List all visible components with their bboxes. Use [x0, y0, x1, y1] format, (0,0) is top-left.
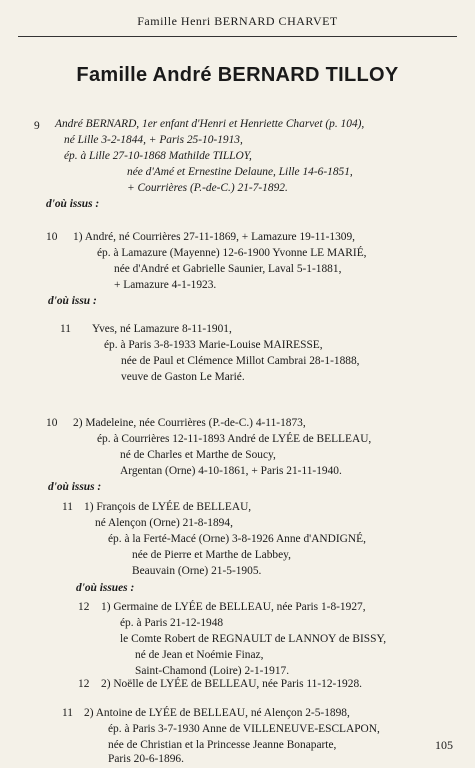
entry-line: 2) Madeleine, née Courrières (P.-de-C.) 4-11-1873,: [73, 417, 306, 429]
entry-line: ép. à Courrières 12-11-1893 André de LYÉE de BELLEAU,: [97, 433, 372, 445]
entry-line: Yves, né Lamazure 8-11-1901,: [92, 323, 232, 335]
generation-number: 11: [62, 707, 73, 719]
generation-number: 12: [78, 678, 90, 690]
entry-line: André BERNARD, 1er enfant d'Henri et Henriette Charvet (p. 104),: [55, 118, 365, 130]
generation-number: 11: [62, 501, 73, 513]
entry-line: Paris 20-6-1896.: [108, 753, 184, 765]
entry-line: né de Jean et Noémie Finaz,: [135, 649, 264, 661]
entry-line: Argentan (Orne) 4-10-1861, + Paris 21-11-1940.: [120, 465, 342, 477]
entry-line: né Alençon (Orne) 21-8-1894,: [95, 517, 233, 529]
page-title: Famille André BERNARD TILLOY: [76, 64, 399, 86]
entry-line: 1) André, né Courrières 27-11-1869, + Lamazure 19-11-1309,: [73, 231, 356, 243]
entry-line: + Lamazure 4-1-1923.: [114, 279, 217, 291]
generation-number: 11: [60, 323, 71, 335]
entry-line: 1) François de LYÉE de BELLEAU,: [84, 501, 252, 513]
page-number: 105: [435, 738, 453, 752]
header-rule: [18, 36, 457, 37]
issue-label: d'où issus :: [46, 198, 100, 210]
entry-line: née de Pierre et Marthe de Labbey,: [132, 549, 291, 561]
issue-label: d'où issu :: [48, 295, 97, 307]
generation-number: 10: [46, 417, 58, 429]
entry-line: ép. à Lille 27-10-1868 Mathilde TILLOY,: [64, 150, 252, 162]
entry-line: ép. à Paris 3-8-1933 Marie-Louise MAIRESSE,: [104, 339, 323, 351]
entry-line: Saint-Chamond (Loire) 2-1-1917.: [135, 665, 290, 677]
entry-line: Beauvain (Orne) 21-5-1905.: [132, 565, 262, 577]
generation-number: 10: [46, 231, 58, 243]
entry-line: ép. à Paris 21-12-1948: [120, 617, 224, 629]
generation-number: 12: [78, 601, 90, 613]
entry-line: ép. à Lamazure (Mayenne) 12-6-1900 Yvonne LE MARIÉ,: [97, 247, 367, 259]
entry-line: né Lille 3-2-1844, + Paris 25-10-1913,: [64, 134, 243, 146]
entry-line: + Courrières (P.-de-C.) 21-7-1892.: [127, 182, 288, 194]
entry-line: le Comte Robert de REGNAULT de LANNOY de BISSY,: [120, 633, 387, 645]
entry-line: ép. à la Ferté-Macé (Orne) 3-8-1926 Anne d'ANDIGNÉ,: [108, 533, 366, 545]
entry-line: née de Paul et Clémence Millot Cambrai 28-1-1888,: [121, 355, 360, 367]
entry-line: 2) Noëlle de LYÉE de BELLEAU, née Paris 11-12-1928.: [101, 678, 362, 690]
entry-line: 2) Antoine de LYÉE de BELLEAU, né Alençon 2-5-1898,: [84, 707, 350, 719]
running-head: Famille Henri BERNARD CHARVET: [137, 14, 338, 28]
entry-line: née d'André et Gabrielle Saunier, Laval 5-1-1881,: [114, 263, 342, 275]
entry-line: née de Christian et la Princesse Jeanne Bonaparte,: [108, 739, 337, 751]
issue-label: d'où issues :: [76, 582, 135, 594]
entry-line: veuve de Gaston Le Marié.: [121, 371, 245, 383]
entry-line: 1) Germaine de LYÉE de BELLEAU, née Paris 1-8-1927,: [101, 601, 366, 613]
entry-line: née d'Amé et Ernestine Delaune, Lille 14-6-1851,: [127, 166, 353, 178]
generation-number: 9: [34, 120, 40, 132]
entry-line: ép. à Paris 3-7-1930 Anne de VILLENEUVE-ESCLAPON,: [108, 723, 380, 735]
entry-line: né de Charles et Marthe de Soucy,: [120, 449, 276, 461]
issue-label: d'où issus :: [48, 481, 102, 493]
